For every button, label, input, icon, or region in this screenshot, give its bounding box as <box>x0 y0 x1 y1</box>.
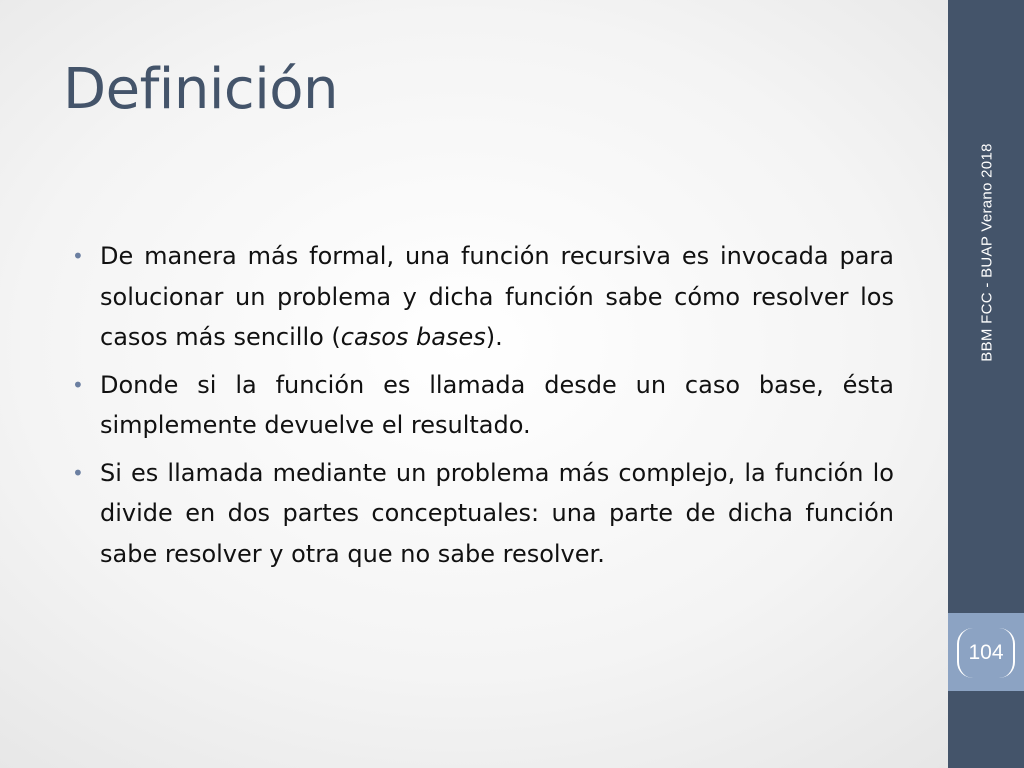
bullet-text: ). <box>485 323 503 351</box>
footer-text: BBM FCC - BUAP Verano 2018 <box>978 142 996 362</box>
bullet-marker: • <box>72 244 84 268</box>
bullet-marker: • <box>72 372 84 397</box>
footer-vertical-text <box>972 112 1002 392</box>
bullet-marker: • <box>72 460 84 485</box>
slide-content <box>72 236 894 581</box>
italic-text: casos bases <box>340 323 486 351</box>
page-number: 104 <box>968 641 1004 664</box>
bullet-item <box>72 453 894 575</box>
bullet-list <box>72 236 894 574</box>
bullet-item <box>72 365 894 446</box>
bullet-text: Si es llamada mediante un problema más complejo, la función lo divide en dos partes conceptuales: una parte de dicha función sabe resolver y otra que no sabe resolver. <box>100 458 894 568</box>
bullet-item <box>72 236 894 358</box>
bullet-text: De manera más formal, una función recursiva es invocada para solucionar un problema y dicha función sabe cómo resolver los casos más sencillo ( <box>100 242 894 351</box>
slide-title: Definición <box>63 57 338 122</box>
bullet-text: Donde si la función es llamada desde un caso base, ésta simplemente devuelve el resultado. <box>100 370 894 439</box>
